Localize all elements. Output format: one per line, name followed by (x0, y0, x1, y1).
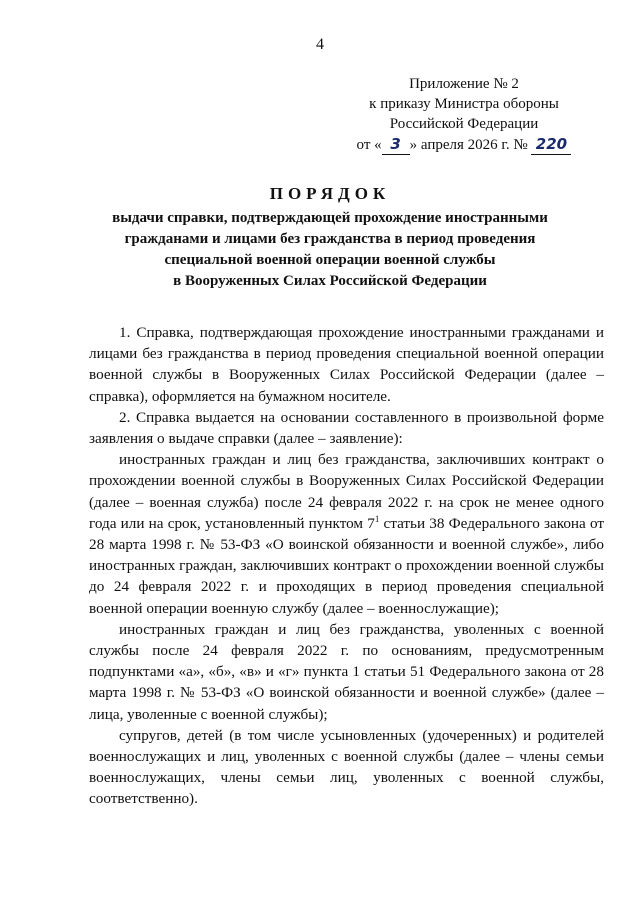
paragraph-2: 2. Справка выдается на основании составленного в произвольной форме заявления о выдаче справки (далее – заявление): (89, 408, 604, 448)
title-line-1: выдачи справки, подтверждающей прохождение иностранными (112, 210, 548, 226)
title-main: ПОРЯДОК (269, 184, 391, 203)
appendix-line-1: Приложение № 2 (409, 76, 519, 92)
appendix-date-line (344, 134, 584, 155)
appendix-line-2: к приказу Министра обороны (369, 96, 559, 112)
handwritten-order-number: 220 (531, 134, 571, 155)
paragraph-3 (89, 449, 604, 619)
appendix-header (344, 74, 584, 155)
title-subtitle (60, 208, 600, 292)
paragraph-3-part-1: иностранных граждан и лиц без гражданства, заключивших контракт о прохождении военной службы в Вооруженных Силах Российской Федерации (далее – военная служба) после 24 февраля 2022 г. на срок не менее одного года или на срок, установленный пунктом 7 (89, 451, 604, 532)
document-title (60, 184, 600, 292)
paragraph-3-part-2: статьи 38 Федерального закона от 28 марта 1998 г. № 53-ФЗ «О воинской обязанности и военной службе», либо иностранных граждан, заключивших контракт о прохождении военной службы до 24 февраля 2022 г. и проходящих в период проведения специальной военной операции военную службу (далее – военнослужащие); (89, 514, 604, 617)
title-line-2: гражданами и лицами без гражданства в период проведения (124, 231, 536, 247)
paragraph-4: иностранных граждан и лиц без гражданства, уволенных с военной службы после 24 февраля 2022 г. по основаниям, предусмотренным подпунктами «а», «б», «в» и «г» пункта 1 статьи 51 Федерального закона от 28 марта 1998 г. № 53-ФЗ «О воинской обязанности и военной службе» (далее – лица, уволенные с военной службы); (89, 620, 604, 723)
appendix-line-3: Российской Федерации (389, 116, 539, 132)
document-body (89, 322, 604, 810)
paragraph-5: супругов, детей (в том числе усыновленных (удочеренных) и родителей военнослужащих и лиц, уволенных с военной службы (далее – члены семьи военнослужащих, члены семьи лиц, уволенных с военной службы, соответственно). (89, 726, 604, 808)
title-line-3: специальной военной операции военной службы (164, 252, 496, 268)
handwritten-day: 3 (382, 134, 410, 155)
title-line-4: в Вооруженных Силах Российской Федерации (173, 273, 487, 289)
paragraph-1: 1. Справка, подтверждающая прохождение иностранными гражданами и лицами без гражданства в период проведения специальной военной операции военной службы в Вооруженных Силах Российской Федерации (далее – справка), оформляется на бумажном носителе. (89, 324, 604, 405)
date-middle: » апреля 2026 г. № (409, 137, 528, 153)
page-number: 4 (316, 36, 324, 53)
date-prefix: от « (356, 137, 382, 153)
superscript-1: 1 (374, 513, 380, 524)
